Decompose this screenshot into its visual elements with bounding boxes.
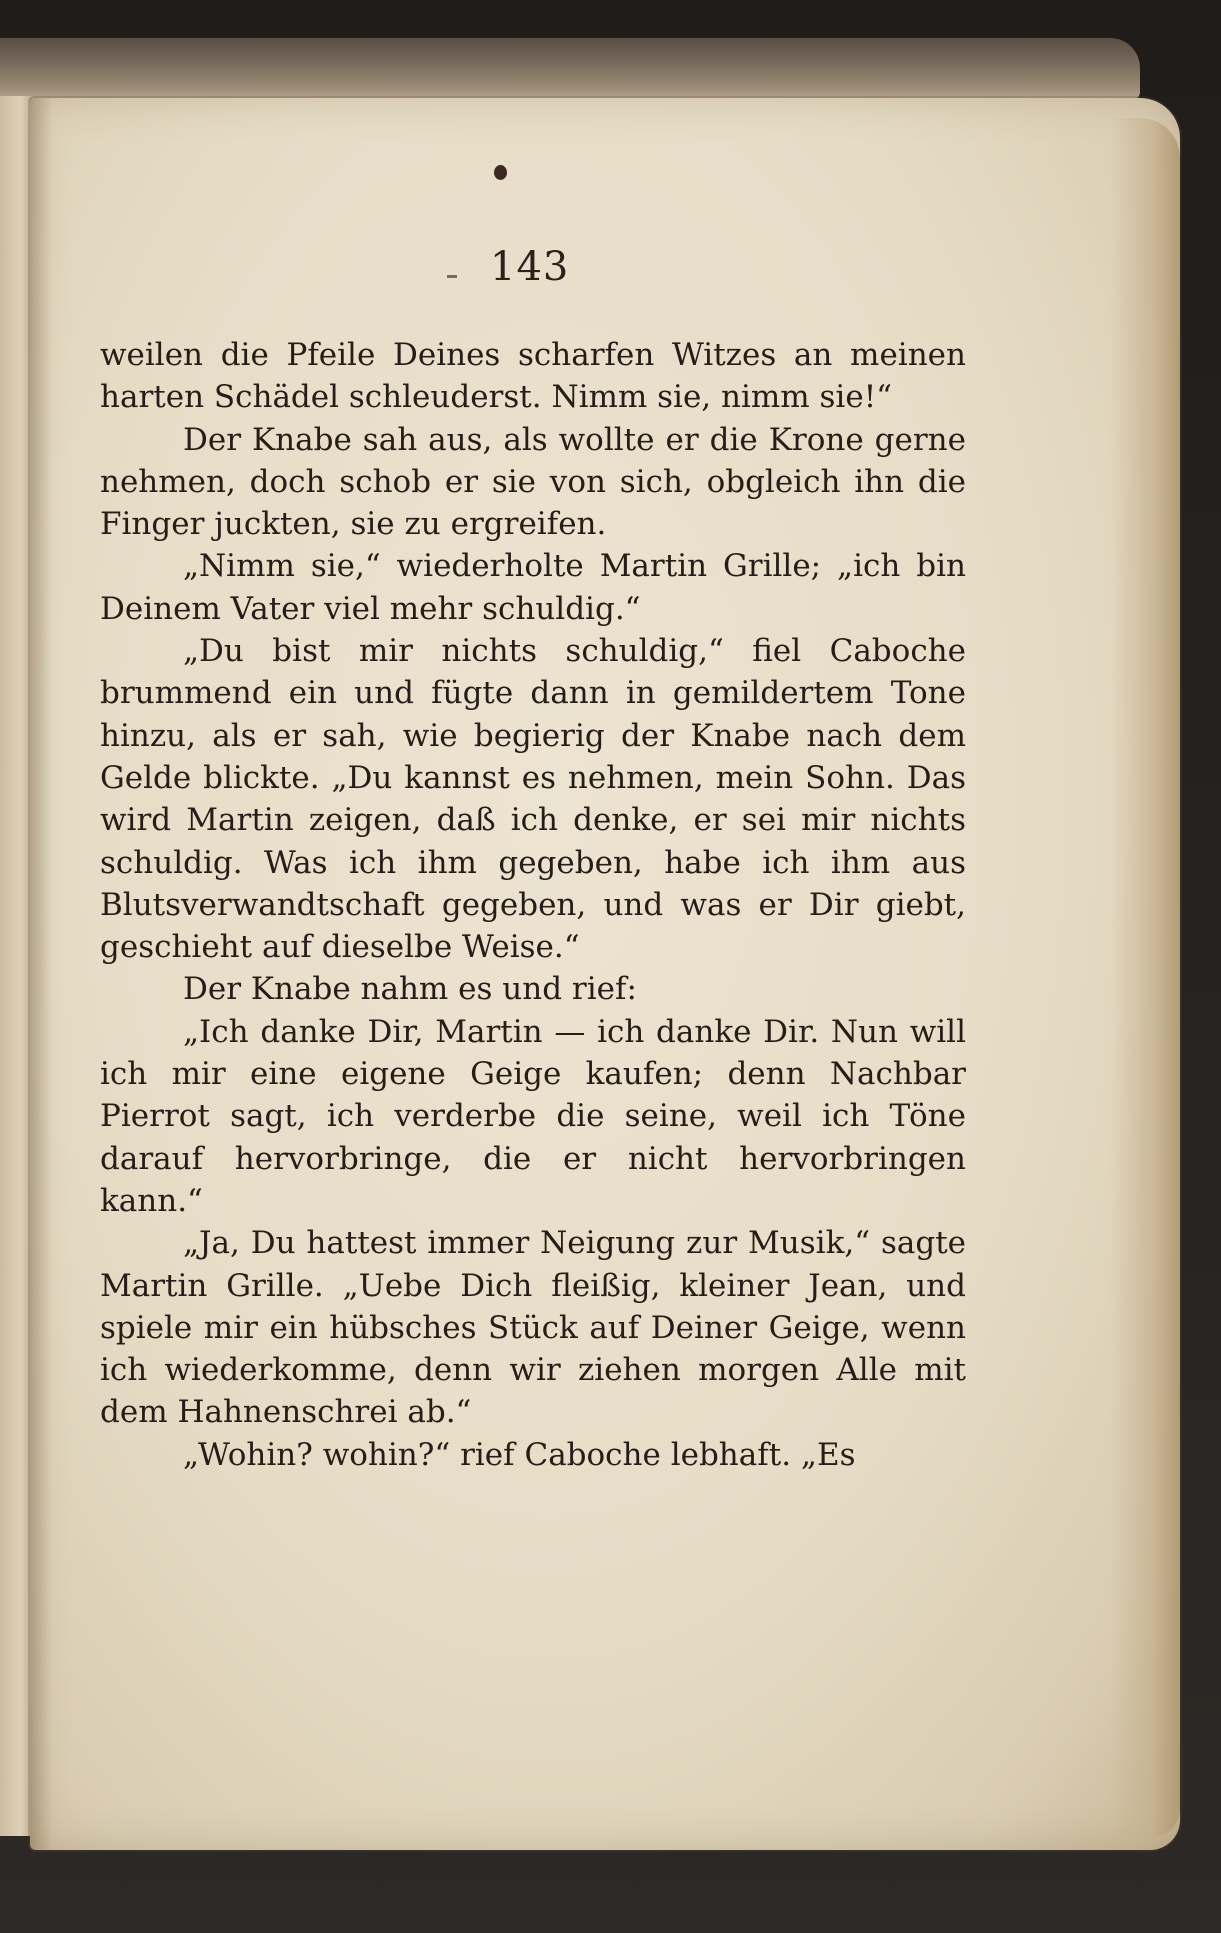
ink-dot-mark bbox=[494, 165, 507, 180]
gutter-shadow bbox=[30, 98, 52, 1850]
paragraph: „Ja, Du hattest immer Neigung zur Musik,“ sagte Martin Grille. „Uebe Dich fleißig, kleiner Jean, und spiele mir ein hübsches Stück auf Deiner Geige, wenn ich wiederkomme, denn wir ziehen morgen Alle mit dem Hahnenschrei ab.“ bbox=[100, 1225, 966, 1431]
paragraph: „Ich danke Dir, Martin — ich danke Dir. Nun will ich mir eine eigene Geige kaufen; denn Nachbar Pierrot sagt, ich verderbe die seine, weil ich Töne darauf hervorbringe, die er nicht hervorbringen kann.“ bbox=[100, 1013, 966, 1219]
paragraph: Der Knabe nahm es und rief: bbox=[183, 971, 637, 1008]
page-number: 143 bbox=[490, 244, 570, 290]
book-top-edge bbox=[0, 38, 1140, 100]
paragraph: „Nimm sie,“ wiederholte Martin Grille; „ich bin Deinem Vater viel mehr schuldig.“ bbox=[100, 548, 966, 627]
margin-dash-mark bbox=[447, 275, 457, 278]
paragraph: Der Knabe sah aus, als wollte er die Krone gerne nehmen, doch schob er sie von sich, obgleich ihn die Finger juckten, sie zu ergreifen. bbox=[100, 421, 966, 543]
paragraph: weilen die Pfeile Deines scharfen Witzes an meinen harten Schädel schleuderst. Nimm sie, nimm sie!“ bbox=[100, 337, 966, 416]
paragraph: „Du bist mir nichts schuldig,“ fiel Caboche brummend ein und fügte dann in gemildertem Tone hinzu, als er sah, wie begierig der Knabe nach dem Gelde blickte. „Du kannst es nehmen, mein Sohn. Das wird Martin zeigen, daß ich denke, er sei mir nichts schuldig. Was ich ihm gegeben, habe ich ihm aus Blutsverwandtschaft gegeben, und was er Dir giebt, geschieht auf dieselbe Weise.“ bbox=[100, 633, 966, 966]
paragraph: „Wohin? wohin?“ rief Caboche lebhaft. „Es bbox=[183, 1436, 856, 1473]
page-body-text bbox=[100, 334, 966, 1476]
left-page-edge bbox=[0, 96, 34, 1836]
